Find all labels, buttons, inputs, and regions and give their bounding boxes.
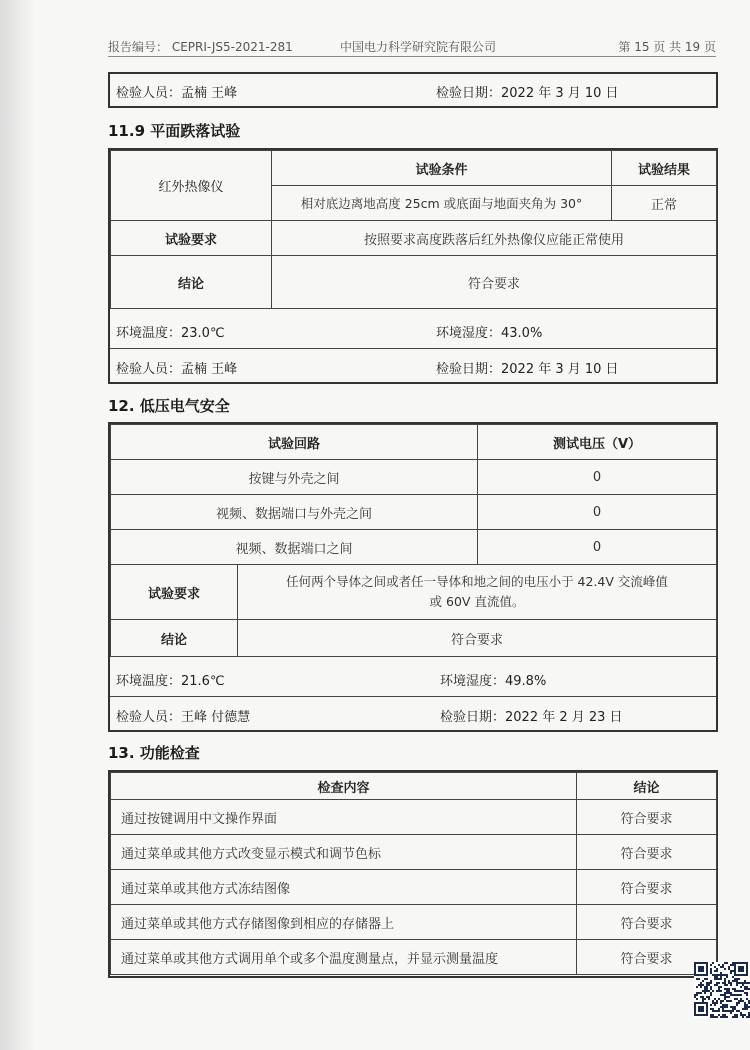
voltage-header: 测试电压（V）	[478, 425, 717, 460]
qr-code-icon	[694, 962, 750, 1018]
function-table	[108, 770, 718, 978]
circuit-cell: 视频、数据端口之间	[111, 530, 478, 565]
requirement-line-2: 或 60V 直流值。	[429, 594, 525, 609]
table-row	[111, 460, 717, 495]
organization: 中国电力科学研究院有限公司	[340, 40, 497, 54]
table-row	[111, 530, 717, 565]
env-humidity: 环境湿度：43.0%	[436, 326, 543, 341]
voltage-table	[108, 422, 718, 732]
voltage-cell: 0	[478, 530, 717, 565]
conclusion-label: 结论	[111, 620, 238, 657]
top-date: 检验日期：2022 年 3 月 10 日	[436, 86, 619, 101]
table-row	[111, 870, 717, 905]
table-row	[111, 495, 717, 530]
inspector: 检验人员：孟楠 王峰	[116, 362, 238, 377]
voltage-cell: 0	[478, 460, 717, 495]
check-item: 通过菜单或其他方式冻结图像	[111, 870, 577, 905]
check-result: 符合要求	[577, 905, 717, 940]
check-result: 符合要求	[577, 870, 717, 905]
top-inspector: 检验人员：孟楠 王峰	[116, 86, 238, 101]
result-header: 试验结果	[612, 151, 717, 186]
check-item: 通过菜单或其他方式改变显示模式和调节色标	[111, 835, 577, 870]
check-result: 符合要求	[577, 940, 717, 975]
requirement-line-1: 任何两个导体之间或者任一导体和地之间的电压小于 42.4V 交流峰值	[286, 574, 668, 589]
conclusion-text: 符合要求	[238, 620, 717, 657]
section-11-9-title: 11.9 平面跌落试验	[108, 122, 241, 140]
inspector: 检验人员：王峰 付德慧	[116, 710, 251, 725]
section-12-title: 12. 低压电气安全	[108, 397, 230, 415]
section-13-title: 13. 功能检查	[108, 744, 200, 762]
env-temp: 环境温度：21.6℃	[116, 674, 225, 689]
conclusion-header: 结论	[577, 773, 717, 800]
voltage-cell: 0	[478, 495, 717, 530]
requirement-label: 试验要求	[111, 221, 272, 256]
drop-test-table	[108, 148, 718, 384]
top-inspector-box	[108, 72, 718, 108]
table-row	[111, 835, 717, 870]
check-result: 符合要求	[577, 800, 717, 835]
check-item: 通过菜单或其他方式调用单个或多个温度测量点，并显示测量温度	[111, 940, 577, 975]
device-name: 红外热像仪	[111, 151, 272, 221]
check-item: 通过按键调用中文操作界面	[111, 800, 577, 835]
inspect-date: 检验日期：2022 年 2 月 23 日	[440, 710, 623, 725]
requirement-text: 按照要求高度跌落后红外热像仪应能正常使用	[272, 221, 717, 256]
table-row	[111, 905, 717, 940]
circuit-header: 试验回路	[111, 425, 478, 460]
condition-header: 试验条件	[272, 151, 612, 186]
binding-edge	[0, 0, 34, 1050]
content-header: 检查内容	[111, 773, 577, 800]
circuit-cell: 按键与外壳之间	[111, 460, 478, 495]
conclusion-text: 符合要求	[272, 256, 717, 309]
result-value: 正常	[612, 186, 717, 221]
condition-value: 相对底边离地高度 25cm 或底面与地面夹角为 30°	[272, 186, 612, 221]
page-number: 第 15 页 共 19 页	[618, 40, 716, 54]
page-header	[108, 36, 716, 57]
table-row	[111, 800, 717, 835]
requirement-text	[238, 565, 717, 620]
inspect-date: 检验日期：2022 年 3 月 10 日	[436, 362, 619, 377]
requirement-label: 试验要求	[111, 565, 238, 620]
check-result: 符合要求	[577, 835, 717, 870]
check-item: 通过菜单或其他方式存储图像到相应的存储器上	[111, 905, 577, 940]
table-row	[111, 940, 717, 975]
env-temp: 环境温度：23.0℃	[116, 326, 225, 341]
circuit-cell: 视频、数据端口与外壳之间	[111, 495, 478, 530]
env-humidity: 环境湿度：49.8%	[440, 674, 547, 689]
report-number: 报告编号： CEPRI-JS5-2021-281	[108, 40, 293, 54]
conclusion-label: 结论	[111, 256, 272, 309]
